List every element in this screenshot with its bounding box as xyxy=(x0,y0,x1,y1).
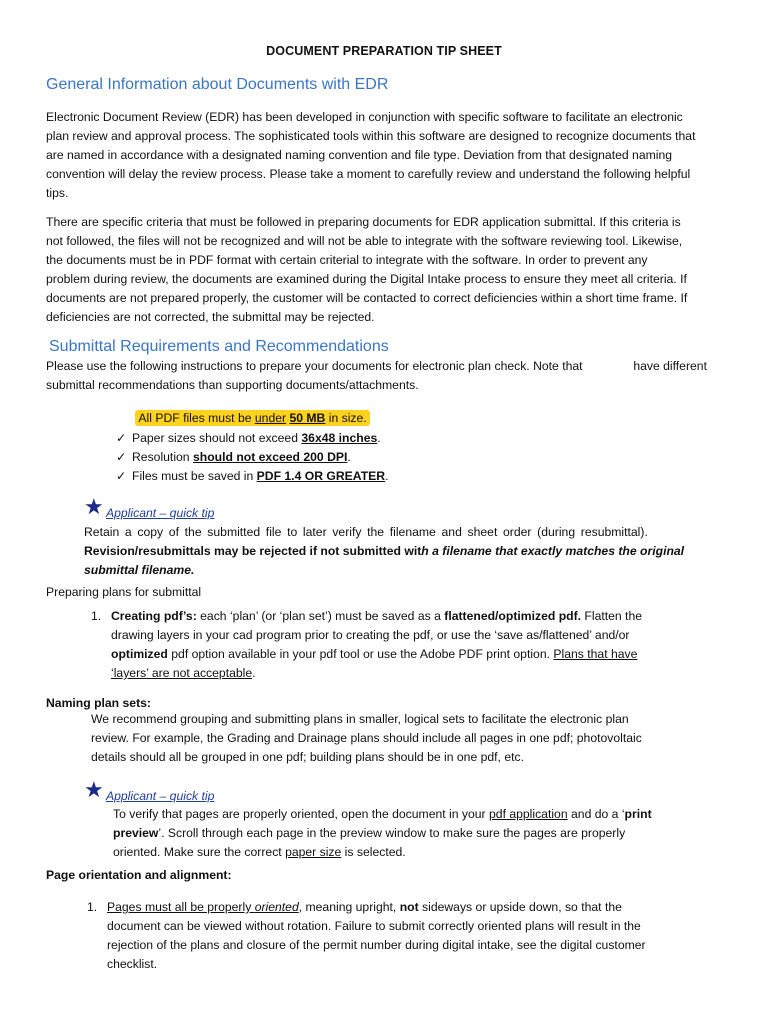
text-line: not followed, the files will not be recognized and will not be able to integrate with the software reviewing tool. Likewise, xyxy=(46,234,683,248)
text-line: There are specific criteria that must be followed in preparing documents for EDR application submittal. If this criteria is xyxy=(46,215,681,229)
text-line: documents are not prepared properly, the customer will be contacted to correct deficiencies within a short time frame. If xyxy=(46,291,688,305)
intro-part-b: have different xyxy=(633,359,707,373)
text-line: ‘layers’ are not acceptable. xyxy=(111,666,256,680)
text-line: rejection of the plans and closure of the permit number during digital intake, see the digital customer xyxy=(107,938,646,952)
highlighted-requirement: All PDF files must be under 50 MB in size. xyxy=(135,410,369,426)
section-heading-general: General Information about Documents with EDR xyxy=(46,76,389,93)
section-heading-naming: Naming plan sets: xyxy=(46,696,151,710)
star-icon: ★ xyxy=(84,494,104,519)
text-line: deficiencies are not corrected, the submittal may be rejected. xyxy=(46,310,375,324)
naming-paragraph xyxy=(91,710,731,767)
text-line: Electronic Document Review (EDR) has been developed in conjunction with specific software to facilitate an electronic xyxy=(46,110,683,124)
list-item: ✓ Paper sizes should not exceed 36x48 inches. xyxy=(116,429,388,448)
text-line: tips. xyxy=(46,186,69,200)
text-line: oriented. Make sure the correct paper size is selected. xyxy=(113,845,406,859)
section-heading-submittal: Submittal Requirements and Recommendations xyxy=(49,338,389,355)
orientation-item-1 xyxy=(87,898,737,974)
intro-part-a: Please use the following instructions to prepare your documents for electronic plan check. Note that xyxy=(46,359,583,373)
text-line: optimized pdf option available in your pdf tool or use the Adobe PDF print option. Plans that have xyxy=(111,647,638,661)
section-heading-preparing: Preparing plans for submittal xyxy=(46,585,202,599)
page-title: DOCUMENT PREPARATION TIP SHEET xyxy=(266,44,502,58)
text-line: preview’. Scroll through each page in the preview window to make sure the pages are properly xyxy=(113,826,626,840)
star-icon: ★ xyxy=(84,777,104,802)
list-item: ✓ Files must be saved in PDF 1.4 OR GREATER. xyxy=(116,467,388,486)
general-paragraph-1 xyxy=(46,108,726,203)
checkmark-icon: ✓ xyxy=(116,450,127,464)
text-line: drawing layers in your cad program prior to creating the pdf, or use the ‘save as/flattened’ and/or xyxy=(111,628,630,642)
text-line: document can be viewed without rotation. Failure to submit correctly oriented plans will result in the xyxy=(107,919,641,933)
text-line: Revision/resubmittals may be rejected if not submitted with a filename that exactly matches the original xyxy=(84,544,685,558)
text-line: plan review and approval process. The sophisticated tools within this software are designed to recognize documents that xyxy=(46,129,696,143)
checkmark-icon: ✓ xyxy=(116,431,127,445)
text-line: convention will delay the review process. Please take a moment to carefully review and understand the following helpful xyxy=(46,167,691,181)
section-heading-orientation: Page orientation and alignment: xyxy=(46,868,232,882)
text-line: problem during review, the documents are examined during the Digital Intake process to ensure they meet all criteria. If xyxy=(46,272,687,286)
submittal-intro xyxy=(46,357,726,395)
text-line: submittal filename. xyxy=(84,563,195,577)
text-line: Retain a copy of the submitted file to later verify the filename and sheet order (during resubmittal). xyxy=(84,525,648,539)
list-number: 1. xyxy=(91,609,102,623)
text-line: We recommend grouping and submitting plans in smaller, logical sets to facilitate the electronic plan xyxy=(91,712,629,726)
requirements-list xyxy=(116,409,388,486)
text-line: checklist. xyxy=(107,957,158,971)
text-line: are named in accordance with a designated naming convention and file type. Deviation from that designated naming xyxy=(46,148,673,162)
text-line xyxy=(46,357,726,376)
text-line: 1. Creating pdf’s: each ‘plan’ (or ‘plan set’) must be saved as a flattened/optimized pdf. Flatten the xyxy=(91,607,731,626)
checkmark-icon: ✓ xyxy=(116,469,127,483)
list-number: 1. xyxy=(87,900,98,914)
quick-tip-label: Applicant – quick tip xyxy=(106,789,215,803)
text-line: review. For example, the Grading and Drainage plans should include all pages in one pdf; photovoltaic xyxy=(91,731,642,745)
list-item: ✓ Resolution should not exceed 200 DPI. xyxy=(116,448,388,467)
general-paragraph-2 xyxy=(46,213,726,327)
text-line: To verify that pages are properly oriented, open the document in your pdf application and do a ‘print xyxy=(113,807,652,821)
text-line: details should all be grouped in one pdf; building plans should be in one pdf, etc. xyxy=(91,750,524,764)
text-line: the documents must be in PDF format with certain criterial to integrate with the software. In order to prevent any xyxy=(46,253,648,267)
tip2-text xyxy=(113,805,733,862)
list-item xyxy=(116,409,388,428)
tip1-text xyxy=(84,523,724,580)
quick-tip-label: Applicant – quick tip xyxy=(106,506,215,520)
text-line: 1. Pages must all be properly oriented, meaning upright, not sideways or upside down, so that the xyxy=(87,898,737,917)
text-line: submittal recommendations than supporting documents/attachments. xyxy=(46,378,419,392)
preparing-item-1 xyxy=(91,607,731,683)
